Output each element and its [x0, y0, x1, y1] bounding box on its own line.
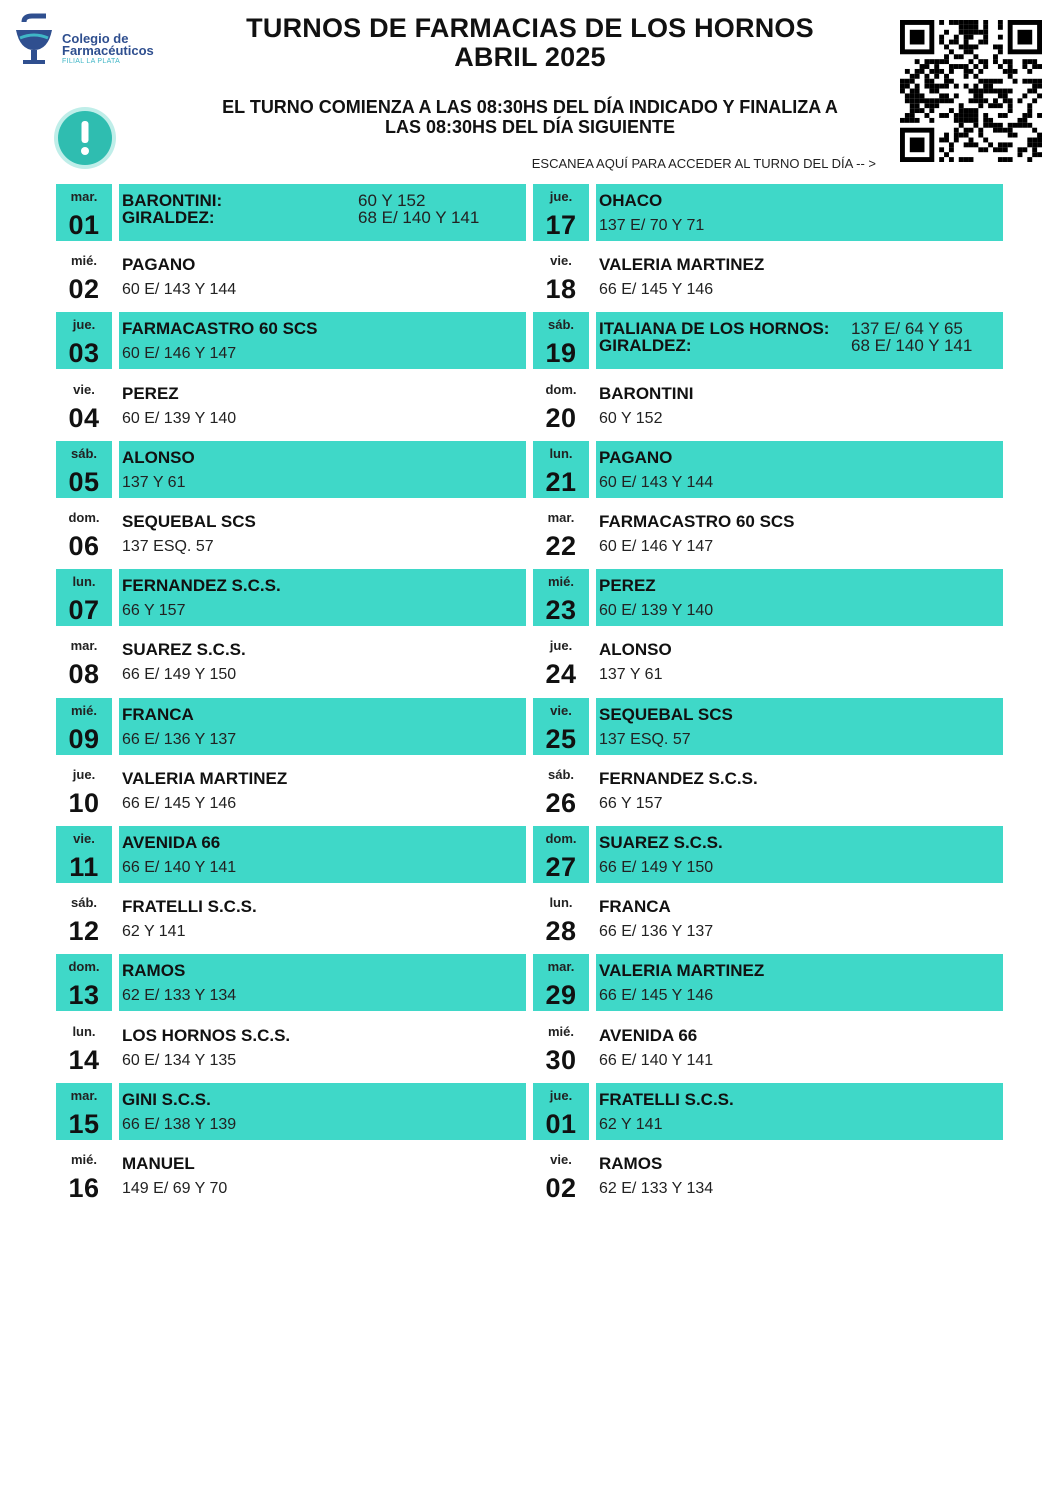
day-number: 19: [545, 338, 577, 369]
schedule-row: [56, 569, 526, 626]
day-box: [56, 826, 112, 883]
day-number: 24: [545, 659, 577, 690]
pharmacy-info: [119, 633, 526, 690]
schedule-row: [56, 762, 526, 819]
pharmacy-address: 66 E/ 138 Y 139: [122, 1115, 237, 1133]
pharmacy-name: OHACO: [599, 191, 663, 210]
pharmacy-address: 66 E/ 140 Y 141: [122, 859, 237, 876]
pharmacy-name: AVENIDA 66: [122, 833, 221, 852]
day-number: 15: [68, 1108, 100, 1139]
pharmacy-address: 60 E/ 146 Y 147: [599, 538, 714, 555]
logo-text-line1: Colegio de: [62, 31, 129, 46]
pharmacy-info: [119, 1019, 526, 1076]
weekday-label: jue.: [549, 1087, 573, 1103]
schedule-row: [533, 1083, 1003, 1140]
pharmacy-info: [596, 248, 1003, 305]
schedule-row: [56, 1019, 526, 1076]
day-number: 06: [68, 531, 100, 561]
weekday-label: dom.: [545, 831, 577, 846]
day-number: 05: [68, 466, 100, 497]
weekday-label: sáb.: [547, 766, 574, 782]
day-number: 25: [545, 723, 577, 754]
pharmacy-address: 137 ESQ. 57: [122, 538, 214, 555]
day-number: 27: [545, 852, 577, 882]
pharmacy-info: [596, 762, 1003, 819]
day-number: 29: [545, 980, 577, 1011]
schedule-row: [56, 633, 526, 690]
day-number: 16: [68, 1173, 100, 1203]
schedule-row: [533, 312, 1003, 369]
schedule-row: [533, 505, 1003, 562]
pharmacy-name: ALONSO: [122, 447, 195, 467]
day-number: 11: [69, 852, 99, 882]
pharmacy-info: [596, 698, 1003, 755]
day-box: [56, 762, 112, 819]
schedule-row: [533, 569, 1003, 626]
day-number: 20: [545, 402, 577, 433]
schedule-row: [533, 633, 1003, 690]
day-box: [56, 377, 112, 434]
weekday-label: vie.: [73, 831, 95, 846]
day-box: [56, 1019, 112, 1076]
day-number: 07: [68, 595, 100, 626]
pharmacy-info: [596, 826, 1003, 883]
pharmacy-info: [596, 633, 1003, 690]
pharmacy-info: [119, 890, 526, 947]
schedule-row: [56, 698, 526, 755]
pharmacy-name: FERNANDEZ S.C.S.: [122, 576, 281, 596]
day-number: 04: [68, 402, 100, 433]
pharmacy-info: [119, 698, 526, 755]
pharmacy-info: [596, 1083, 1003, 1140]
weekday-label: jue.: [549, 638, 573, 654]
weekday-label: mié.: [70, 702, 97, 718]
weekday-label: vie.: [73, 381, 95, 397]
day-box: [533, 890, 589, 947]
weekday-label: mié.: [70, 1152, 97, 1167]
pharmacy-address: 66 Y 157: [122, 602, 186, 620]
pharmacy-address: 137 E/ 70 Y 71: [599, 217, 705, 234]
day-number: 23: [545, 595, 577, 626]
day-number: 22: [545, 531, 577, 561]
weekday-label: sáb.: [547, 317, 574, 333]
weekday-label: mié.: [70, 253, 97, 269]
day-number: 28: [545, 916, 577, 947]
pharmacy-address: 149 E/ 69 Y 70: [122, 1180, 228, 1197]
weekday-label: jue.: [72, 317, 96, 333]
day-box: [533, 826, 589, 883]
schedule-row: [533, 826, 1003, 883]
pharmacy-info: [119, 184, 526, 241]
schedule-row: [56, 184, 526, 241]
day-box: [56, 248, 112, 305]
day-box: [56, 1083, 112, 1140]
schedule-row: [533, 1147, 1003, 1204]
schedule-row: [533, 890, 1003, 947]
weekday-label: mar.: [70, 1087, 98, 1103]
pharmacy-name: FARMACASTRO 60 SCS: [599, 512, 795, 531]
pharmacy-name: FRATELLI S.C.S.: [122, 897, 257, 917]
pharmacy-info: [119, 826, 526, 883]
pharmacy-info: [596, 505, 1003, 562]
day-box: [56, 698, 112, 755]
schedule-row: [533, 441, 1003, 498]
pharmacy-address: 137 E/ 64 Y 65: [851, 319, 963, 339]
pharmacy-name: VALERIA MARTINEZ: [599, 961, 765, 981]
pharmacy-name: SUAREZ S.C.S.: [599, 833, 723, 852]
pharmacy-address: 60 E/ 134 Y 135: [122, 1051, 237, 1069]
pharmacy-entry: [599, 319, 1003, 337]
day-box: [56, 633, 112, 690]
pharmacy-name: ITALIANA DE LOS HORNOS:: [599, 319, 830, 339]
day-box: [56, 312, 112, 369]
day-box: [56, 890, 112, 947]
day-number: 01: [68, 210, 100, 240]
pharmacy-name: FARMACASTRO 60 SCS: [122, 319, 318, 339]
day-number: 08: [68, 659, 100, 690]
schedule-row: [56, 1147, 526, 1204]
pharmacy-address: 62 E/ 133 Y 134: [599, 1180, 714, 1197]
pharmacy-address: 62 Y 141: [122, 923, 186, 941]
weekday-label: sáb.: [70, 445, 97, 461]
pharmacy-address: 60 E/ 139 Y 140: [122, 409, 237, 427]
weekday-label: lun.: [72, 574, 96, 590]
pharmacy-name: FRATELLI S.C.S.: [599, 1089, 734, 1109]
schedule-row: [56, 1083, 526, 1140]
day-box: [533, 954, 589, 1011]
pharmacy-name: FRANCA: [122, 704, 194, 724]
day-number: 02: [545, 1173, 577, 1203]
schedule-row: [533, 1019, 1003, 1076]
pharmacy-address: 62 E/ 133 Y 134: [122, 987, 237, 1005]
pharmacy-name: PAGANO: [599, 447, 673, 467]
pharmacy-address: 60 E/ 146 Y 147: [122, 345, 237, 363]
day-number: 18: [545, 274, 577, 305]
schedule-row: [56, 505, 526, 562]
pharmacy-name: SEQUEBAL SCS: [599, 704, 733, 724]
pharmacy-name: PAGANO: [122, 255, 196, 275]
pharmacy-name: GIRALDEZ:: [122, 208, 215, 227]
schedule-row: [56, 248, 526, 305]
day-number: 14: [68, 1044, 100, 1075]
logo-text-line2: Farmacéuticos: [62, 43, 154, 58]
pharmacy-name: BARONTINI:: [122, 191, 223, 210]
pharmacy-name: FERNANDEZ S.C.S.: [599, 768, 758, 788]
pharmacy-info: [596, 184, 1003, 241]
weekday-label: vie.: [550, 702, 572, 718]
weekday-label: dom.: [545, 381, 577, 397]
day-box: [533, 1147, 589, 1204]
weekday-label: lun.: [72, 1023, 96, 1039]
notice-line2: LAS 08:30HS DEL DÍA SIGUIENTE: [384, 117, 676, 137]
pharmacy-info: [596, 954, 1003, 1011]
pharmacy-info: [119, 248, 526, 305]
pharmacy-address: 137 Y 61: [599, 666, 663, 684]
pharmacy-address: 66 E/ 149 Y 150: [122, 666, 237, 684]
day-number: 02: [68, 274, 100, 305]
pharmacy-name: ALONSO: [599, 640, 672, 660]
pharmacy-info: [119, 762, 526, 819]
pharmacy-address: 66 E/ 145 Y 146: [599, 987, 714, 1005]
weekday-label: lun.: [549, 895, 573, 911]
pharmacy-name: SEQUEBAL SCS: [122, 512, 256, 531]
pharmacy-address: 66 E/ 136 Y 137: [599, 923, 714, 941]
day-box: [533, 1019, 589, 1076]
day-box: [56, 184, 112, 241]
weekday-label: jue.: [549, 189, 573, 204]
pharmacy-entry: [122, 208, 526, 226]
pharmacy-name: LOS HORNOS S.C.S.: [122, 1025, 291, 1045]
pharmacy-address: 66 E/ 145 Y 146: [122, 794, 237, 812]
pharmacy-name: GINI S.C.S.: [122, 1089, 211, 1109]
day-box: [56, 441, 112, 498]
schedule-row: [56, 890, 526, 947]
pharmacy-info: [119, 1083, 526, 1140]
pharmacy-address: 137 Y 61: [122, 473, 186, 491]
pharmacy-address: 60 Y 152: [358, 191, 426, 210]
pharmacy-entry: [599, 336, 1003, 354]
pharmacy-info: [119, 377, 526, 434]
day-number: 26: [545, 787, 577, 818]
schedule-row: [56, 826, 526, 883]
pharmacy-info: [119, 441, 526, 498]
weekday-label: sáb.: [70, 895, 97, 911]
schedule-row: [56, 312, 526, 369]
pharmacy-info: [119, 505, 526, 562]
day-number: 10: [68, 787, 100, 818]
pharmacy-address: 66 E/ 136 Y 137: [122, 730, 237, 748]
day-box: [56, 505, 112, 562]
weekday-label: mar.: [70, 638, 98, 654]
pharmacy-info: [596, 1147, 1003, 1204]
pharmacy-name: PEREZ: [122, 383, 179, 403]
pharmacy-info: [596, 569, 1003, 626]
pharmacy-address: 60 E/ 143 Y 144: [599, 473, 714, 491]
pharmacy-name: SUAREZ S.C.S.: [122, 640, 246, 660]
day-number: 21: [545, 466, 577, 497]
pharmacy-address: 60 E/ 139 Y 140: [599, 602, 714, 620]
pharmacy-info: [596, 312, 1003, 369]
day-box: [533, 569, 589, 626]
pharmacy-name: MANUEL: [122, 1154, 195, 1173]
day-box: [533, 248, 589, 305]
weekday-label: mar.: [547, 959, 575, 975]
pharmacy-info: [119, 569, 526, 626]
weekday-label: mar.: [547, 510, 575, 525]
schedule-row: [533, 698, 1003, 755]
schedule-row: [533, 762, 1003, 819]
weekday-label: mié.: [547, 574, 574, 590]
pharmacy-info: [596, 377, 1003, 434]
day-box: [533, 698, 589, 755]
weekday-label: dom.: [68, 510, 100, 525]
pharmacy-name: BARONTINI: [599, 383, 694, 403]
schedule-row: [533, 377, 1003, 434]
day-number: 01: [545, 1108, 577, 1139]
day-box: [533, 1083, 589, 1140]
pharmacy-address: 60 E/ 143 Y 144: [122, 281, 237, 299]
schedule-row: [56, 954, 526, 1011]
day-box: [533, 184, 589, 241]
day-number: 17: [545, 210, 577, 240]
schedule-row: [533, 954, 1003, 1011]
pharmacy-address: 68 E/ 140 Y 141: [358, 208, 480, 227]
day-box: [533, 441, 589, 498]
day-box: [533, 312, 589, 369]
pharmacy-address: 66 Y 157: [599, 794, 663, 812]
pharmacy-address: 66 E/ 140 Y 141: [599, 1051, 714, 1069]
pharmacy-info: [596, 1019, 1003, 1076]
day-box: [56, 569, 112, 626]
weekday-label: mar.: [70, 189, 98, 204]
scan-instruction: ESCANEA AQUÍ PARA ACCEDER AL TURNO DEL DÍA -- >: [531, 156, 876, 171]
pharmacy-name: GIRALDEZ:: [599, 336, 692, 356]
schedule-row: [56, 377, 526, 434]
weekday-label: lun.: [549, 445, 573, 461]
day-number: 12: [68, 916, 100, 947]
pharmacy-address: 60 Y 152: [599, 409, 663, 427]
pharmacy-info: [119, 312, 526, 369]
pharmacy-name: RAMOS: [122, 961, 186, 981]
weekday-label: mié.: [547, 1023, 574, 1039]
notice-line1: EL TURNO COMIENZA A LAS 08:30HS DEL DÍA INDICADO Y FINALIZA A: [222, 97, 838, 117]
day-number: 03: [68, 338, 100, 369]
pharmacy-info: [119, 954, 526, 1011]
pharmacy-info: [596, 441, 1003, 498]
pharmacy-address: 68 E/ 140 Y 141: [851, 336, 973, 356]
day-number: 09: [68, 723, 100, 754]
day-box: [56, 1147, 112, 1204]
logo-text-line3: FILIAL LA PLATA: [62, 58, 121, 65]
pharmacy-name: AVENIDA 66: [599, 1025, 698, 1045]
pharmacy-address: 137 ESQ. 57: [599, 730, 691, 748]
pharmacy-info: [119, 1147, 526, 1204]
title-line2: ABRIL 2025: [454, 42, 606, 72]
day-box: [56, 954, 112, 1011]
day-number: 13: [68, 980, 100, 1011]
pharmacy-name: RAMOS: [599, 1154, 663, 1173]
pharmacy-name: VALERIA MARTINEZ: [599, 255, 765, 275]
day-box: [533, 505, 589, 562]
weekday-label: vie.: [550, 1152, 572, 1167]
weekday-label: jue.: [72, 766, 96, 782]
title-line1: TURNOS DE FARMACIAS DE LOS HORNOS: [246, 13, 814, 43]
pharmacy-address: 66 E/ 149 Y 150: [599, 859, 714, 876]
day-number: 30: [545, 1044, 577, 1075]
schedule-row: [533, 248, 1003, 305]
pharmacy-name: PEREZ: [599, 576, 656, 596]
pharmacy-entry: [122, 191, 526, 209]
schedule-row: [56, 441, 526, 498]
pharmacy-info: [596, 890, 1003, 947]
weekday-label: vie.: [550, 253, 572, 269]
pharmacy-address: 62 Y 141: [599, 1115, 663, 1133]
day-box: [533, 762, 589, 819]
day-box: [533, 377, 589, 434]
schedule-row: [533, 184, 1003, 241]
day-box: [533, 633, 589, 690]
pharmacy-address: 66 E/ 145 Y 146: [599, 281, 714, 299]
pharmacy-name: FRANCA: [599, 897, 671, 917]
pharmacy-name: VALERIA MARTINEZ: [122, 768, 288, 788]
weekday-label: dom.: [68, 959, 100, 975]
